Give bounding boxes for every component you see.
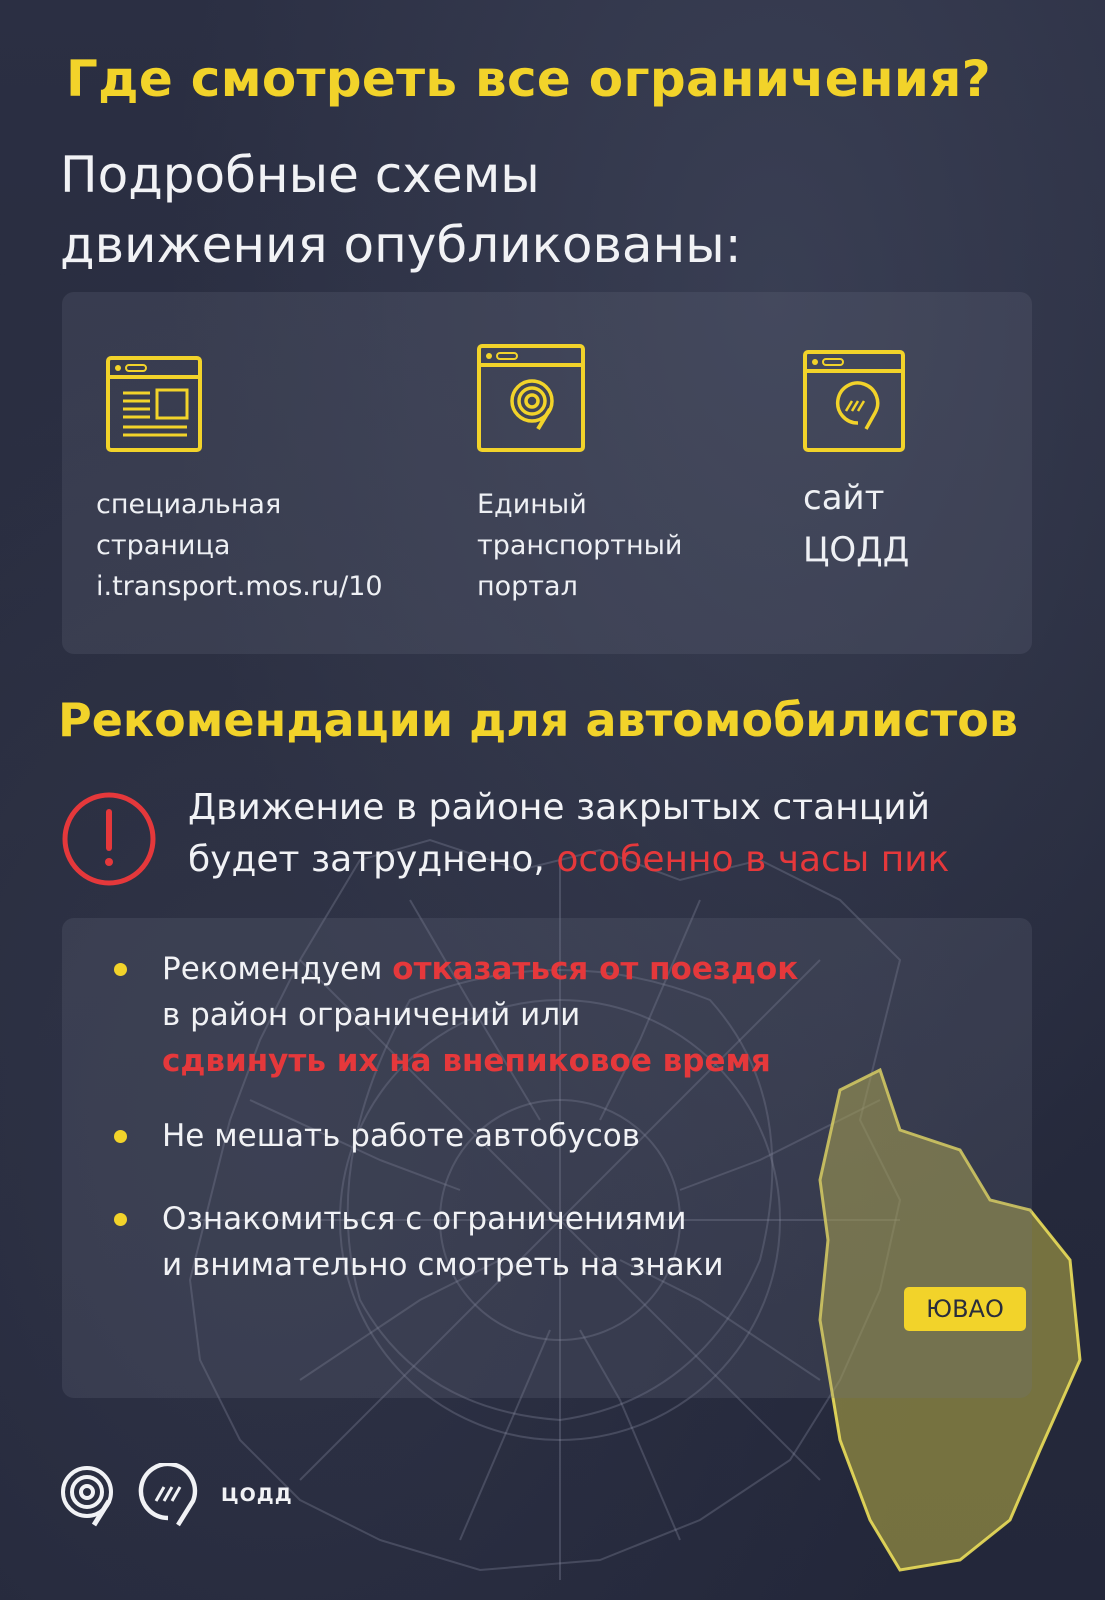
bullet-dot: [114, 963, 127, 976]
transport-portal-logo-icon: [476, 343, 588, 455]
transport-logo-icon: [58, 1465, 120, 1527]
warning-text: [188, 782, 1088, 886]
recommendations-card: Рекомендуем отказаться от поездок в район ограничений или сдвинуть их на внепиковое время Не мешать работе автобусов Ознакомиться с ограничениями и внимательно смотреть на знаки: [62, 918, 1032, 1398]
bullet-dot: [114, 1213, 127, 1226]
warning-peak-hours: особенно в часы пик: [556, 839, 950, 880]
subtitle-line-2: движения опубликованы:: [60, 216, 742, 274]
warning-line-2: будет затруднено,: [188, 839, 557, 880]
bullet-dot: [114, 1130, 127, 1143]
source-transport-portal-label: Единый транспортный портал: [477, 489, 683, 602]
source-codd-site-label: сайт ЦОДД: [803, 478, 910, 570]
page-title: Где смотреть все ограничения?: [66, 50, 991, 108]
page-subtitle: [60, 140, 960, 280]
document-page-icon: [105, 355, 205, 455]
codd-logo-footer-icon: [138, 1463, 204, 1529]
subtitle-line-1: Подробные схемы: [60, 146, 540, 204]
source-special-page-label: специальная страница i.transport.mos.ru/10: [96, 489, 383, 602]
district-badge: ЮВАО: [904, 1287, 1026, 1331]
codd-logo-icon: [802, 349, 908, 455]
warning-line-1: Движение в районе закрытых станций: [188, 787, 930, 828]
footer-org-label: ЦОДД: [221, 1484, 293, 1506]
recommendations-title: Рекомендации для автомобилистов: [58, 693, 1019, 747]
exclamation-circle-icon: [60, 790, 158, 888]
